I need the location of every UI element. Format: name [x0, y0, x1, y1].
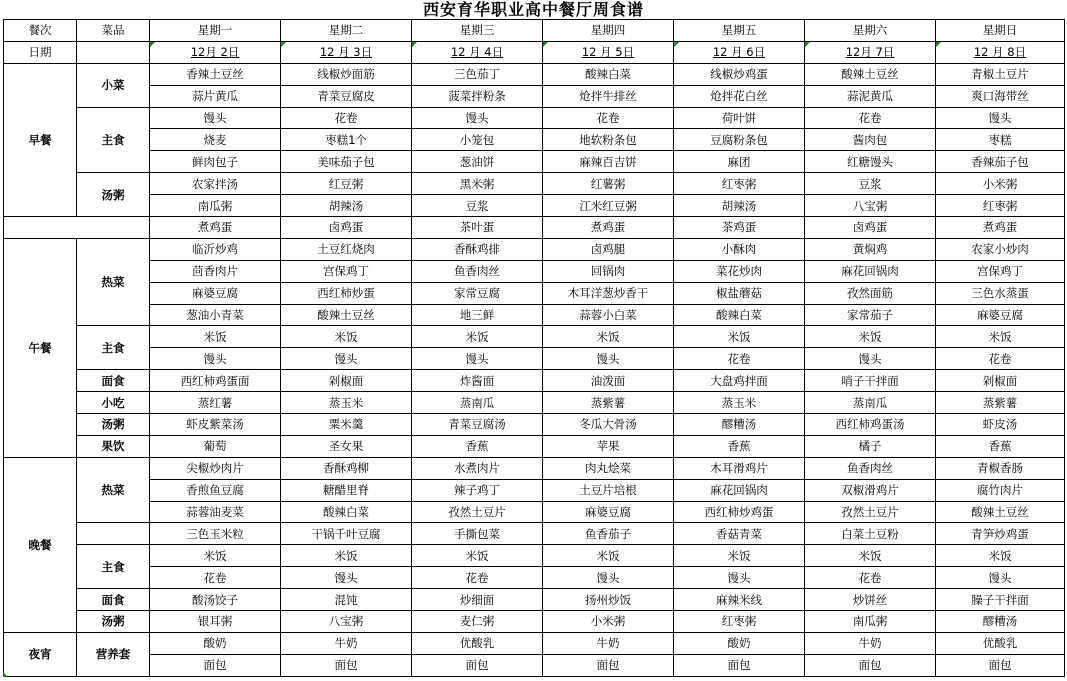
dish-cell: 西红柿炒鸡蛋 [674, 501, 805, 523]
dish-cell: 馒头 [281, 348, 412, 370]
dish-cell: 红枣粥 [674, 173, 805, 195]
dish-cell: 面包 [150, 654, 281, 676]
dish-cell: 爽口海带丝 [936, 85, 1065, 107]
dish-cell: 虾皮紫菜汤 [150, 414, 281, 436]
egg-row-label-empty [4, 217, 150, 239]
dish-cell: 麻花回锅肉 [805, 260, 936, 282]
dish-cell: 鱼香肉丝 [805, 457, 936, 479]
dish-cell: 地三鲜 [412, 304, 543, 326]
menu-row [4, 370, 1065, 392]
date-value: 12月 2日 [190, 45, 240, 60]
dish-cell: 面包 [936, 654, 1065, 676]
menu-table [3, 19, 1065, 677]
dish-cell: 大盘鸡拌面 [674, 370, 805, 392]
dish-cell: 花卷 [543, 107, 674, 129]
menu-row [4, 435, 1065, 457]
menu-row [4, 545, 1065, 567]
dish-cell: 麦仁粥 [412, 611, 543, 633]
dish-cell: 煮鸡蛋 [150, 217, 281, 239]
dish-cell: 馒头 [543, 567, 674, 589]
dish-cell: 香酥鸡柳 [281, 457, 412, 479]
dish-cell: 农家小炒肉 [936, 238, 1065, 260]
dish-cell: 酱肉包 [805, 129, 936, 151]
dish-cell: 馒头 [674, 567, 805, 589]
dish-cell: 花卷 [281, 107, 412, 129]
dish-cell: 荷叶饼 [674, 107, 805, 129]
dish-cell: 馒头 [281, 567, 412, 589]
category-label: 面食 [77, 370, 150, 392]
dish-cell: 小酥肉 [674, 238, 805, 260]
dish-cell: 家常豆腐 [412, 282, 543, 304]
dish-cell: 面包 [543, 654, 674, 676]
dish-cell: 炒细面 [412, 589, 543, 611]
dish-cell: 虾皮汤 [936, 414, 1065, 436]
dish-cell: 馒头 [150, 348, 281, 370]
dish-cell: 地软粉条包 [543, 129, 674, 151]
dish-cell: 剁椒面 [281, 370, 412, 392]
dish-cell: 油泼面 [543, 370, 674, 392]
dish-cell: 鱼香茄子 [543, 523, 674, 545]
dish-cell: 八宝粥 [805, 195, 936, 217]
category-label: 汤粥 [77, 173, 150, 217]
dish-cell: 优酸乳 [936, 632, 1065, 654]
dish-cell: 米饭 [805, 545, 936, 567]
header-day: 星期二 [281, 20, 412, 42]
menu-row [4, 260, 1065, 282]
date-value: 12月 7日 [845, 45, 895, 60]
dish-cell: 双椒滑鸡片 [805, 479, 936, 501]
date-cell [412, 41, 543, 63]
dish-cell: 香蕉 [674, 435, 805, 457]
dish-cell: 酸奶 [150, 632, 281, 654]
dish-cell: 橘子 [805, 435, 936, 457]
dish-cell: 臊子干拌面 [936, 589, 1065, 611]
dish-cell: 青菜豆腐皮 [281, 85, 412, 107]
dish-cell: 香酥鸡排 [412, 238, 543, 260]
dish-cell: 麻辣百吉饼 [543, 151, 674, 173]
dish-cell: 米饭 [543, 326, 674, 348]
dish-cell: 茶鸡蛋 [674, 217, 805, 239]
dish-cell: 香辣土豆丝 [150, 63, 281, 85]
dish-cell: 蒜片黄瓜 [150, 85, 281, 107]
dish-cell: 煮鸡蛋 [543, 217, 674, 239]
dish-cell: 酸辣土豆丝 [281, 304, 412, 326]
dish-cell: 回锅肉 [543, 260, 674, 282]
dish-cell: 面包 [805, 654, 936, 676]
dish-cell: 混饨 [281, 589, 412, 611]
dish-cell: 牛奶 [805, 632, 936, 654]
dish-cell: 西红柿鸡蛋面 [150, 370, 281, 392]
dish-cell: 香煎鱼豆腐 [150, 479, 281, 501]
dish-cell: 木耳洋葱炒香干 [543, 282, 674, 304]
dish-cell: 香蕉 [936, 435, 1065, 457]
dish-cell: 香菇青菜 [674, 523, 805, 545]
dish-cell: 酸奶 [674, 632, 805, 654]
dish-cell: 孜然面筋 [805, 282, 936, 304]
dish-cell: 卤鸡蛋 [805, 217, 936, 239]
menu-row [4, 479, 1065, 501]
header-day: 星期三 [412, 20, 543, 42]
dish-cell: 花卷 [936, 348, 1065, 370]
category-label: 小吃 [77, 392, 150, 414]
dish-cell: 西红柿鸡蛋汤 [805, 414, 936, 436]
dish-cell: 胡辣汤 [674, 195, 805, 217]
category-label: 主食 [77, 545, 150, 589]
category-label: 热菜 [77, 457, 150, 523]
dish-cell: 粟米羹 [281, 414, 412, 436]
dish-cell: 馒头 [936, 567, 1065, 589]
dish-cell: 面包 [412, 654, 543, 676]
dish-cell: 煮鸡蛋 [936, 217, 1065, 239]
dish-cell: 酸辣土豆丝 [936, 501, 1065, 523]
dish-cell: 西红柿炒蛋 [281, 282, 412, 304]
dish-cell: 蒜蓉油麦菜 [150, 501, 281, 523]
dish-cell: 蒜蓉小白菜 [543, 304, 674, 326]
dish-cell: 红枣粥 [674, 611, 805, 633]
dish-cell: 炒饼丝 [805, 589, 936, 611]
dish-cell: 酸辣白菜 [543, 63, 674, 85]
dish-cell: 卤鸡腿 [543, 238, 674, 260]
dish-cell: 优酸乳 [412, 632, 543, 654]
dish-cell: 扬州炒饭 [543, 589, 674, 611]
dish-cell: 白菜土豆粉 [805, 523, 936, 545]
menu-row [4, 282, 1065, 304]
menu-row [4, 501, 1065, 523]
menu-row [4, 195, 1065, 217]
dish-cell: 尖椒炒肉片 [150, 457, 281, 479]
dish-cell: 米饭 [805, 326, 936, 348]
dish-cell: 菠菜拌粉条 [412, 85, 543, 107]
header-day: 星期一 [150, 20, 281, 42]
dish-cell: 美味茄子包 [281, 151, 412, 173]
header-day: 星期日 [936, 20, 1065, 42]
dish-cell: 土豆片培根 [543, 479, 674, 501]
header-day: 星期四 [543, 20, 674, 42]
menu-row [4, 129, 1065, 151]
dish-cell: 米饭 [150, 326, 281, 348]
dish-cell: 蒜泥黄瓜 [805, 85, 936, 107]
menu-row [4, 611, 1065, 633]
dish-cell: 圣女果 [281, 435, 412, 457]
dish-cell: 临沂炒鸡 [150, 238, 281, 260]
category-label [77, 523, 150, 545]
dish-cell: 胡辣汤 [281, 195, 412, 217]
dish-cell: 苹果 [543, 435, 674, 457]
dish-cell: 麻辣米线 [674, 589, 805, 611]
dish-cell: 青菜豆腐汤 [412, 414, 543, 436]
dish-cell: 醪糟汤 [936, 611, 1065, 633]
dish-cell: 酸汤饺子 [150, 589, 281, 611]
category-label: 营养套 [77, 632, 150, 676]
dish-cell: 青笋炒鸡蛋 [936, 523, 1065, 545]
dish-cell: 炸酱面 [412, 370, 543, 392]
dish-cell: 鱼香肉丝 [412, 260, 543, 282]
dish-cell: 麻婆豆腐 [150, 282, 281, 304]
menu-row [4, 348, 1065, 370]
dish-cell: 椒盐蘑菇 [674, 282, 805, 304]
dish-cell: 牛奶 [543, 632, 674, 654]
dish-cell: 麻团 [674, 151, 805, 173]
menu-row [4, 107, 1065, 129]
dish-cell: 红薯粥 [543, 173, 674, 195]
menu-row [4, 632, 1065, 654]
menu-row [4, 654, 1065, 676]
dish-cell: 枣糕1个 [281, 129, 412, 151]
dish-cell: 麻婆豆腐 [543, 501, 674, 523]
category-label: 小菜 [77, 63, 150, 107]
dish-cell: 麻婆豆腐 [936, 304, 1065, 326]
dish-cell: 酸辣白菜 [281, 501, 412, 523]
dish-cell: 蒸玉米 [674, 392, 805, 414]
dish-cell: 茴香肉片 [150, 260, 281, 282]
date-value: 12 月 5日 [581, 45, 635, 60]
dish-cell: 馒头 [543, 348, 674, 370]
dish-cell: 干锅千叶豆腐 [281, 523, 412, 545]
menu-sheet [3, 0, 1064, 677]
category-label: 主食 [77, 326, 150, 370]
meal-label: 晚餐 [4, 457, 77, 632]
dish-cell: 烧麦 [150, 129, 281, 151]
dish-cell: 酸辣白菜 [674, 304, 805, 326]
category-label: 主食 [77, 107, 150, 173]
dish-cell: 醪糟汤 [674, 414, 805, 436]
dish-cell: 三色茄丁 [412, 63, 543, 85]
dish-cell: 葡萄 [150, 435, 281, 457]
dish-cell: 花卷 [150, 567, 281, 589]
dish-cell: 卤鸡蛋 [281, 217, 412, 239]
dish-cell: 土豆红烧肉 [281, 238, 412, 260]
dish-cell: 辣子鸡丁 [412, 479, 543, 501]
dish-cell: 剁椒面 [936, 370, 1065, 392]
dish-cell: 蒸玉米 [281, 392, 412, 414]
dish-cell: 红糖馒头 [805, 151, 936, 173]
dish-cell: 三色玉米粒 [150, 523, 281, 545]
dish-cell: 酸辣土豆丝 [805, 63, 936, 85]
dish-cell: 枣糕 [936, 129, 1065, 151]
menu-row [4, 523, 1065, 545]
dish-cell: 米饭 [150, 545, 281, 567]
dish-cell: 米饭 [281, 326, 412, 348]
dish-cell: 蒸紫薯 [543, 392, 674, 414]
date-cell [805, 41, 936, 63]
dish-cell: 水煮肉片 [412, 457, 543, 479]
menu-row [4, 304, 1065, 326]
dish-cell: 茶叶蛋 [412, 217, 543, 239]
date-value: 12 月 8日 [973, 45, 1027, 60]
dish-cell: 青椒土豆片 [936, 63, 1065, 85]
dish-cell: 炝拌花白丝 [674, 85, 805, 107]
dish-cell: 蒸南瓜 [805, 392, 936, 414]
header-meal: 餐次 [4, 20, 77, 42]
dish-cell: 花卷 [674, 348, 805, 370]
dish-cell: 豆浆 [412, 195, 543, 217]
dish-cell: 米饭 [543, 545, 674, 567]
dish-cell: 腐竹肉片 [936, 479, 1065, 501]
dish-cell: 孜然土豆片 [412, 501, 543, 523]
dish-cell: 馒头 [412, 348, 543, 370]
meal-label: 夜宵 [4, 632, 77, 676]
dish-cell: 肉丸烩菜 [543, 457, 674, 479]
dish-cell: 红豆粥 [281, 173, 412, 195]
menu-row [4, 238, 1065, 260]
dish-cell: 葱油饼 [412, 151, 543, 173]
date-cell [281, 41, 412, 63]
meal-label: 午餐 [4, 238, 77, 457]
menu-row [4, 173, 1065, 195]
dish-cell: 米饭 [412, 545, 543, 567]
dish-cell: 宫保鸡丁 [936, 260, 1065, 282]
dish-cell: 鲜肉包子 [150, 151, 281, 173]
meal-label: 早餐 [4, 63, 77, 216]
date-value: 12 月 3日 [319, 45, 373, 60]
dish-cell: 花卷 [805, 107, 936, 129]
header-day: 星期五 [674, 20, 805, 42]
menu-row [4, 151, 1065, 173]
date-cell [936, 41, 1065, 63]
dish-cell: 红枣粥 [936, 195, 1065, 217]
date-value: 12 月 4日 [450, 45, 504, 60]
category-label: 汤粥 [77, 414, 150, 436]
dish-cell: 小米粥 [936, 173, 1065, 195]
menu-row [4, 567, 1065, 589]
dish-cell: 馒头 [412, 107, 543, 129]
dish-cell: 麻花回锅肉 [674, 479, 805, 501]
egg-row [4, 217, 1065, 239]
menu-row [4, 457, 1065, 479]
dish-cell: 面包 [281, 654, 412, 676]
dish-cell: 牛奶 [281, 632, 412, 654]
date-cell [150, 41, 281, 63]
menu-row [4, 63, 1065, 85]
page-title: 西安育华职业高中餐厅周食谱 [422, 0, 644, 19]
dish-cell: 银耳粥 [150, 611, 281, 633]
dish-cell: 三色水蒸蛋 [936, 282, 1065, 304]
dish-cell: 黑米粥 [412, 173, 543, 195]
dish-cell: 面包 [674, 654, 805, 676]
dish-cell: 蒸红薯 [150, 392, 281, 414]
dish-cell: 黄焖鸡 [805, 238, 936, 260]
dish-cell: 菜花炒肉 [674, 260, 805, 282]
dish-cell: 八宝粥 [281, 611, 412, 633]
menu-row [4, 85, 1065, 107]
dish-cell: 农家拌汤 [150, 173, 281, 195]
dish-cell: 冬瓜大骨汤 [543, 414, 674, 436]
dish-cell: 孜然土豆片 [805, 501, 936, 523]
category-label: 汤粥 [77, 611, 150, 633]
menu-row [4, 414, 1065, 436]
dish-cell: 花卷 [412, 567, 543, 589]
dish-cell: 馒头 [805, 348, 936, 370]
dish-cell: 蒸南瓜 [412, 392, 543, 414]
dish-cell: 豆腐粉条包 [674, 129, 805, 151]
dish-cell: 米饭 [674, 545, 805, 567]
dish-cell: 南瓜粥 [150, 195, 281, 217]
date-cell [543, 41, 674, 63]
category-label: 热菜 [77, 238, 150, 326]
menu-row [4, 392, 1065, 414]
header-row [4, 20, 1065, 42]
dish-cell: 香辣茄子包 [936, 151, 1065, 173]
dish-cell: 香蕉 [412, 435, 543, 457]
header-day: 星期六 [805, 20, 936, 42]
dish-cell: 小米粥 [543, 611, 674, 633]
dish-cell: 线椒炒鸡蛋 [674, 63, 805, 85]
dish-cell: 木耳滑鸡片 [674, 457, 805, 479]
dish-cell: 米饭 [936, 545, 1065, 567]
dish-cell: 宫保鸡丁 [281, 260, 412, 282]
dish-cell: 蒸紫薯 [936, 392, 1065, 414]
dish-cell: 葱油小青菜 [150, 304, 281, 326]
dish-cell: 小笼包 [412, 129, 543, 151]
menu-row [4, 589, 1065, 611]
category-label: 面食 [77, 589, 150, 611]
dish-cell: 家常茄子 [805, 304, 936, 326]
dish-cell: 馒头 [150, 107, 281, 129]
dish-cell: 哨子干拌面 [805, 370, 936, 392]
dish-cell: 炝拌牛排丝 [543, 85, 674, 107]
dish-cell: 线椒炒面筋 [281, 63, 412, 85]
dish-cell: 手撕包菜 [412, 523, 543, 545]
header-category: 菜品 [77, 20, 150, 42]
category-label: 果饮 [77, 435, 150, 457]
date-row [4, 41, 1065, 63]
dish-cell: 糖醋里脊 [281, 479, 412, 501]
dish-cell: 花卷 [805, 567, 936, 589]
dish-cell: 米饭 [281, 545, 412, 567]
date-value: 12 月 6日 [712, 45, 766, 60]
dish-cell: 米饭 [674, 326, 805, 348]
dish-cell: 豆浆 [805, 173, 936, 195]
dish-cell: 南瓜粥 [805, 611, 936, 633]
dish-cell: 馒头 [936, 107, 1065, 129]
dish-cell: 米饭 [936, 326, 1065, 348]
dish-cell: 米饭 [412, 326, 543, 348]
date-cell [674, 41, 805, 63]
dish-cell: 江米红豆粥 [543, 195, 674, 217]
corner-marker [3, 672, 8, 677]
date-label: 日期 [4, 41, 77, 63]
date-category-empty [77, 41, 150, 63]
menu-row [4, 326, 1065, 348]
dish-cell: 青椒香肠 [936, 457, 1065, 479]
